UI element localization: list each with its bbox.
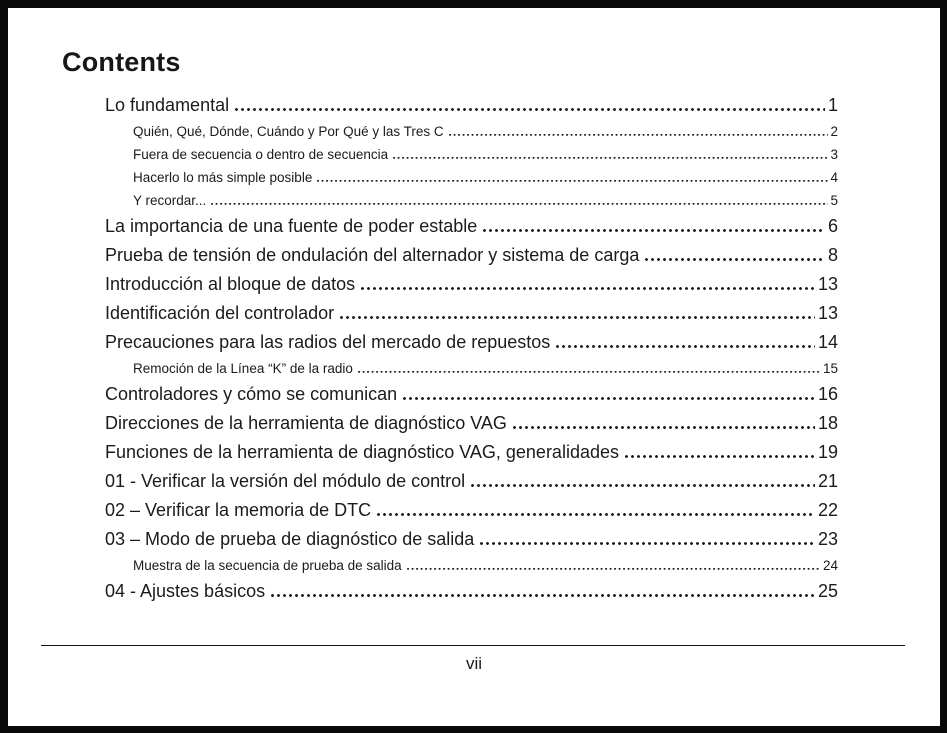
toc-entry	[105, 299, 838, 328]
toc-entry-label: Remoción de la Línea “K” de la radio	[133, 361, 353, 377]
toc-entry	[133, 143, 838, 166]
toc-entry-label: Fuera de secuencia o dentro de secuencia	[133, 147, 389, 163]
dot-leader	[211, 203, 828, 206]
toc-entry	[133, 166, 838, 189]
dot-leader	[556, 345, 815, 348]
toc-entry-page: 14	[817, 332, 838, 353]
toc-entry-page: 6	[827, 216, 838, 237]
toc-entry-label: 04 - Ajustes básicos	[105, 581, 266, 602]
toc-entry-page: 21	[817, 471, 838, 492]
dot-leader	[393, 157, 828, 160]
toc-entry-label: Precauciones para las radios del mercado de repuestos	[105, 332, 551, 353]
toc-entry-page: 24	[822, 558, 838, 574]
toc-entry	[105, 467, 838, 496]
toc-entry	[133, 189, 838, 212]
toc-entry-label: Introducción al bloque de datos	[105, 274, 356, 295]
toc-entry-label: Funciones de la herramienta de diagnóstico VAG, generalidades	[105, 442, 619, 463]
toc-entry	[105, 409, 838, 438]
toc-entry-page: 23	[817, 529, 838, 550]
dot-leader	[625, 455, 815, 458]
dot-leader	[340, 316, 815, 319]
dot-leader	[377, 513, 815, 516]
toc-entry-page: 2	[830, 124, 838, 140]
toc-entry-page: 13	[817, 303, 838, 324]
toc-entry	[105, 241, 838, 270]
toc-list	[105, 91, 838, 606]
toc-entry-label: 03 – Modo de prueba de diagnóstico de salida	[105, 529, 475, 550]
dot-leader	[471, 484, 815, 487]
toc-entry-label: Direcciones de la herramienta de diagnóstico VAG	[105, 413, 507, 434]
dot-leader	[407, 568, 821, 571]
toc-entry-label: Hacerlo lo más simple posible	[133, 170, 313, 186]
toc-entry	[105, 577, 838, 606]
toc-entry-label: 01 - Verificar la versión del módulo de control	[105, 471, 466, 492]
toc-entry-label: Controladores y cómo se comunican	[105, 384, 398, 405]
toc-entry-page: 1	[827, 95, 838, 116]
toc-entry	[133, 554, 838, 577]
toc-entry-label: Prueba de tensión de ondulación del alternador y sistema de carga	[105, 245, 640, 266]
toc-entry-label: La importancia de una fuente de poder estable	[105, 216, 478, 237]
toc-entry	[133, 357, 838, 380]
toc-entry-page: 25	[817, 581, 838, 602]
dot-leader	[235, 108, 825, 111]
toc-entry	[105, 212, 838, 241]
toc-entry-page: 4	[830, 170, 838, 186]
footer-rule	[41, 645, 905, 646]
toc-entry-page: 13	[817, 274, 838, 295]
toc-entry	[133, 120, 838, 143]
dot-leader	[317, 180, 828, 183]
toc-entry	[105, 496, 838, 525]
toc-entry	[105, 438, 838, 467]
toc-entry	[105, 525, 838, 554]
dot-leader	[645, 258, 825, 261]
toc-entry	[105, 91, 838, 120]
toc-entry-label: Muestra de la secuencia de prueba de salida	[133, 558, 402, 574]
toc-entry-label: 02 – Verificar la memoria de DTC	[105, 500, 372, 521]
toc-entry-page: 15	[822, 361, 838, 377]
toc-entry-label: Quién, Qué, Dónde, Cuándo y Por Qué y las Tres C	[133, 124, 444, 140]
toc-entry-label: Lo fundamental	[105, 95, 230, 116]
toc-entry	[105, 380, 838, 409]
dot-leader	[358, 371, 821, 374]
toc-entry	[105, 270, 838, 299]
dot-leader	[480, 542, 815, 545]
dot-leader	[449, 134, 829, 137]
toc-entry-page: 22	[817, 500, 838, 521]
toc-entry-page: 16	[817, 384, 838, 405]
dot-leader	[483, 229, 825, 232]
dot-leader	[403, 397, 815, 400]
page-title: Contents	[62, 47, 181, 77]
toc-entry-label: Y recordar...	[133, 193, 207, 209]
toc-entry-page: 3	[830, 147, 838, 163]
toc-entry-page: 8	[827, 245, 838, 266]
dot-leader	[361, 287, 815, 290]
toc-entry-page: 18	[817, 413, 838, 434]
page-content	[8, 8, 940, 606]
toc-entry-label: Identificación del controlador	[105, 303, 335, 324]
toc-entry	[105, 328, 838, 357]
dot-leader	[513, 426, 815, 429]
dot-leader	[271, 594, 815, 597]
toc-entry-page: 5	[830, 193, 838, 209]
toc-entry-page: 19	[817, 442, 838, 463]
folio-page-number: vii	[465, 654, 483, 673]
